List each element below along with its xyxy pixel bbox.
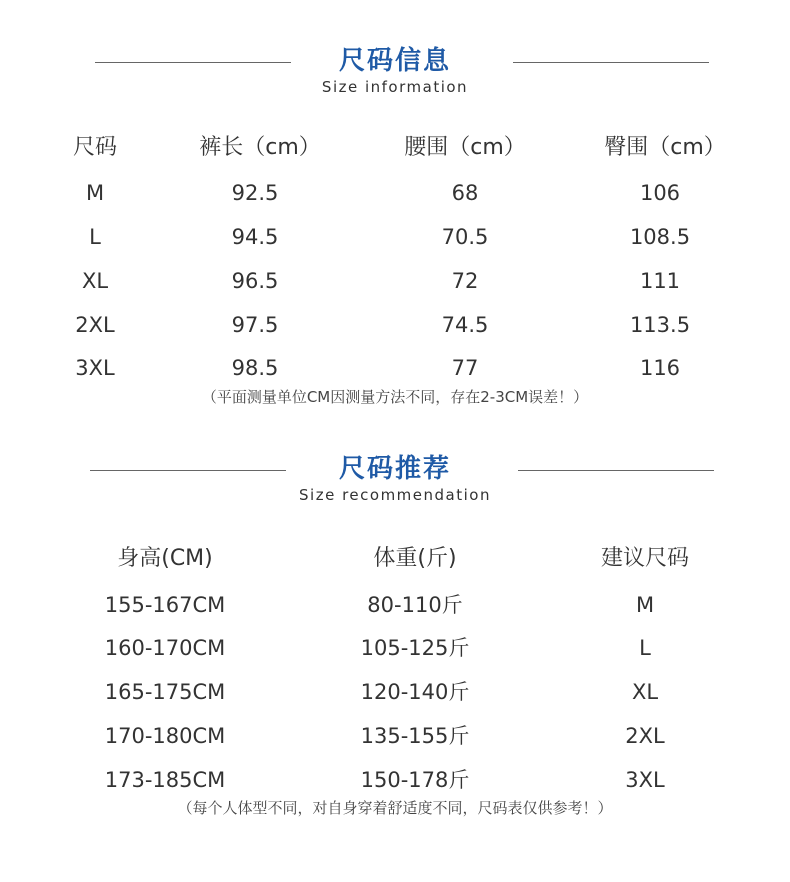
header-length: 裤长（cm） <box>199 135 321 160</box>
table-row <box>0 311 790 339</box>
cell-waist: 72 <box>451 269 479 293</box>
table-row <box>0 722 790 750</box>
size-rec-title-en: Size recommendation <box>299 486 491 504</box>
table-row <box>0 766 790 794</box>
cell-size: M <box>85 181 105 205</box>
size-rec-title <box>0 454 790 504</box>
cell-height: 155-167CM <box>104 593 226 617</box>
cell-length: 92.5 <box>231 181 279 205</box>
size-info-title <box>0 46 790 96</box>
table-row <box>0 179 790 207</box>
cell-hip: 111 <box>639 269 681 293</box>
table-row <box>0 678 790 706</box>
cell-weight: 150-178斤 <box>360 768 470 792</box>
size-rec-note: （每个人体型不同，对自身穿着舒适度不同，尺码表仅供参考！） <box>177 799 613 817</box>
cell-waist: 77 <box>451 356 479 380</box>
cell-length: 96.5 <box>231 269 279 293</box>
cell-waist: 74.5 <box>441 313 489 337</box>
size-info-title-cn: 尺码信息 <box>338 46 451 76</box>
table-row <box>0 267 790 295</box>
table-row <box>0 354 790 382</box>
cell-length: 97.5 <box>231 313 279 337</box>
header-hip: 臀围（cm） <box>604 135 726 160</box>
size-info-title-en: Size information <box>321 78 469 96</box>
cell-recommended-size: XL <box>631 680 659 704</box>
cell-length: 94.5 <box>231 225 279 249</box>
header-size: 尺码 <box>72 135 117 160</box>
cell-weight: 135-155斤 <box>360 724 470 748</box>
header-waist: 腰围（cm） <box>404 135 526 160</box>
cell-weight: 80-110斤 <box>367 593 463 617</box>
cell-length: 98.5 <box>231 356 279 380</box>
cell-hip: 106 <box>639 181 681 205</box>
size-info-header-row <box>0 134 790 162</box>
cell-recommended-size: M <box>635 593 655 617</box>
cell-height: 173-185CM <box>104 768 226 792</box>
cell-hip: 113.5 <box>629 313 691 337</box>
cell-hip: 116 <box>639 356 681 380</box>
cell-size: 3XL <box>75 356 115 380</box>
cell-recommended-size: 2XL <box>625 724 665 748</box>
cell-hip: 108.5 <box>629 225 691 249</box>
cell-recommended-size: 3XL <box>625 768 665 792</box>
cell-size: XL <box>81 269 109 293</box>
cell-recommended-size: L <box>639 636 651 660</box>
header-recommended-size: 建议尺码 <box>600 546 689 571</box>
cell-height: 160-170CM <box>104 636 226 660</box>
cell-size: L <box>89 225 101 249</box>
size-rec-header-row <box>0 545 790 573</box>
cell-waist: 70.5 <box>441 225 489 249</box>
cell-weight: 105-125斤 <box>360 636 470 660</box>
cell-height: 165-175CM <box>104 680 226 704</box>
size-rec-title-cn: 尺码推荐 <box>338 454 451 484</box>
cell-waist: 68 <box>451 181 479 205</box>
cell-weight: 120-140斤 <box>360 680 470 704</box>
cell-height: 170-180CM <box>104 724 226 748</box>
size-info-note: （平面测量单位CM因测量方法不同，存在2-3CM误差！） <box>201 388 589 406</box>
cell-size: 2XL <box>75 313 115 337</box>
header-weight: 体重(斤) <box>373 546 457 571</box>
table-row <box>0 591 790 619</box>
table-row <box>0 634 790 662</box>
header-height: 身高(CM) <box>117 546 213 571</box>
table-row <box>0 223 790 251</box>
